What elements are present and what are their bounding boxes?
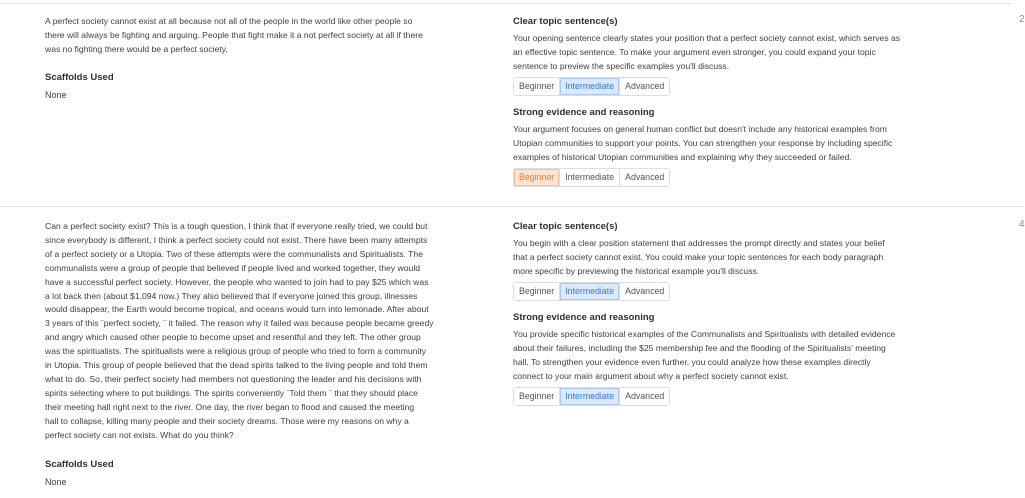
feedback-card [513, 311, 963, 406]
essay-line: was the spiritualists. The spiritualists were a religious group of people who tried to form a community [45, 346, 427, 357]
essay-line: Can a perfect society exist? This is a tough question, I think that if everyone really tried, we could but [45, 221, 428, 231]
feedback-title: Clear topic sentence(s) [513, 16, 618, 27]
scaffolds-heading: Scaffolds Used [45, 459, 114, 470]
essay-line: have a successful perfect society. However, the people who wanted to join had to pay $25 which was [45, 276, 429, 287]
feedback-line: Your argument focuses on general human conflict but doesn't include any historical examples from [513, 124, 887, 134]
essay-line: there will always be fighting and arguing. People that fight make it a not perfect society at all if there [45, 29, 423, 40]
feedback-line: connect to your main argument about why a perfect society cannot exist. [513, 371, 789, 381]
feedback-text [513, 327, 963, 383]
entry-divider [0, 206, 1024, 207]
scaffolds-value: None [45, 90, 67, 100]
edge-marker: 2 [1019, 14, 1025, 25]
feedback-line: an effective topic sentence. To make your argument even stronger, you could expand your topic [513, 47, 876, 57]
feedback-line: Your opening sentence clearly states your position that a perfect society cannot exist, which serves as [513, 33, 901, 43]
feedback-line: hall. To strengthen your evidence even further, you could analyze how these examples directly [513, 357, 871, 367]
essay-line: their meeting hall right next to the river. One day, the river began to flood and caused the meeting [45, 401, 415, 412]
feedback-line: about their failures, including the $25 membership fee and the flooding of the Spiritualists' meeting [513, 343, 886, 353]
feedback-line: examples of historical Utopian communities and explaining why they succeeded or failed. [513, 152, 852, 162]
essay-line: of a perfect society or a Utopia. Two of these attempts were the communalists and Spiritualists. The [45, 248, 423, 259]
essay-line: would disappear, the Earth would become tropical, and oceans would turn into lemonade. After about [45, 304, 429, 315]
essay-line: perfect society can not exists. What do you think? [45, 429, 234, 440]
level-selector [513, 168, 670, 187]
level-advanced-button[interactable]: Advanced [620, 388, 669, 405]
feedback-text [513, 122, 963, 164]
essay-line: communalists were a group of people that believed if people lived and worked together, they would [45, 262, 421, 273]
feedback-title: Strong evidence and reasoning [513, 312, 655, 323]
feedback-text [513, 31, 963, 73]
level-selector [513, 282, 670, 301]
level-intermediate-button[interactable]: Intermediate [560, 283, 620, 300]
essay-line: a lot back then (about $1,094 now.) They also believed that if everyone joined this group, illnesses [45, 290, 418, 301]
essay-line: hall to collapse, killing many people and their society dreams. Those were my reasons on why a [45, 415, 409, 426]
essay-line: and angry which caused other people to become upset and resentful and they left. The other group [45, 332, 421, 343]
essay-line: since everybody is different, I think a perfect society could not exist. There have been many attempts [45, 234, 428, 245]
level-advanced-button[interactable]: Advanced [620, 169, 669, 186]
level-beginner-button[interactable]: Beginner [514, 78, 560, 95]
feedback-title: Strong evidence and reasoning [513, 107, 655, 118]
essay-line: A perfect society cannot exist at all because not all of the people in the world like other people so [45, 16, 413, 26]
feedback-line: that a perfect society cannot exist. You could make your topic sentences for each body paragraph [513, 252, 884, 262]
level-selector [513, 77, 670, 96]
feedback-title: Clear topic sentence(s) [513, 221, 618, 232]
essay-line: in Utopia. This group of people believed that the dead spirits talked to the living people and told them [45, 360, 428, 371]
level-intermediate-button[interactable]: Intermediate [560, 169, 620, 186]
level-intermediate-button[interactable]: Intermediate [560, 78, 620, 95]
essay-text [45, 220, 495, 443]
feedback-card [513, 15, 963, 96]
level-advanced-button[interactable]: Advanced [620, 283, 669, 300]
level-intermediate-button[interactable]: Intermediate [560, 388, 620, 405]
feedback-card [513, 220, 963, 301]
level-advanced-button[interactable]: Advanced [620, 78, 669, 95]
feedback-text [513, 236, 963, 278]
essay-text [45, 15, 495, 57]
feedback-line: more specific by previewing the historical example you'll discuss. [513, 266, 760, 276]
top-divider [0, 3, 1012, 4]
essay-line: 3 years of this ¨perfect society, ¨ it failed. The reason why it failed was because people became greedy [45, 318, 434, 329]
feedback-line: You begin with a clear position statement that addresses the prompt directly and states your belief [513, 238, 885, 248]
scaffolds-heading: Scaffolds Used [45, 72, 114, 83]
feedback-line: sentence to preview the specific examples you'll discuss. [513, 61, 730, 71]
essay-line: what to do. So, their perfect society had members not questioning the leader and his decisions with [45, 373, 422, 384]
level-beginner-button[interactable]: Beginner [514, 388, 560, 405]
edge-marker: 4 [1019, 219, 1025, 230]
feedback-line: Utopian communities to support your points. You can strengthen your response by including specific [513, 138, 893, 148]
level-beginner-button[interactable]: Beginner [514, 169, 560, 186]
essay-line: spirits selecting where to put buildings. The spirits conveniently ¨Told them ¨ that they should place [45, 387, 418, 398]
feedback-line: You provide specific historical examples of the Communalists and Spiritualists with detailed evidence [513, 329, 896, 339]
level-beginner-button[interactable]: Beginner [514, 283, 560, 300]
scaffolds-value: None [45, 477, 67, 487]
level-selector [513, 387, 670, 406]
feedback-card [513, 106, 963, 187]
essay-line: was no fighting there would be a perfect society. [45, 43, 228, 54]
